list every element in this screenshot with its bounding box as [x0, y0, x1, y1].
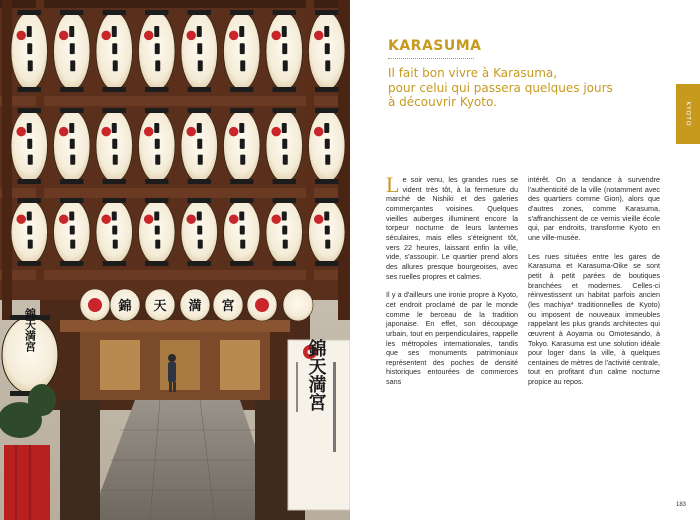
visitor-figure: [168, 354, 176, 392]
paper-lantern: [96, 10, 133, 92]
body-paragraph-3: Les rues situées entre les gares de Karasuma et Karasuma-Oike se sont petit à petit parées de boutiques branchées et modernes. Celles-ci réinvestissent un habitat parfois ancien (les machiya* traditionnelles de Kyoto) ou imposent de nouveaux immeubles rappelant les plus grands architectes qui œuvrent à Aoyama ou Omotesando, à Tokyo. Karasuma est une solution idéale pour loger dans la ville, à quelques centaines de mètres de l'activité centrale, tout en profitant d'un calme nocturne propice au repos.: [528, 251, 660, 387]
section-title: KARASUMA: [388, 38, 482, 54]
paper-lantern: [181, 10, 218, 92]
left-lantern-kanji: 錦天満宮: [23, 308, 37, 352]
shrine-name-banner: [288, 338, 350, 510]
lantern-kanji: 天: [153, 299, 167, 314]
intro-line: pour celui qui passera quelques jours: [388, 80, 613, 95]
body-column-left: [386, 172, 518, 387]
small-paper-lantern: [80, 289, 110, 321]
lantern-kanji: 満: [188, 299, 202, 314]
dropcap: L: [386, 172, 400, 197]
body-column-right: [528, 175, 660, 387]
intro-lede: [388, 66, 638, 110]
text-page: [350, 0, 700, 520]
banner-kanji: 錦天満宮: [305, 339, 327, 411]
chapter-side-tab: [676, 84, 700, 144]
paper-lantern: [308, 10, 345, 92]
paper-lantern: [266, 10, 303, 92]
page-number: 183: [675, 502, 686, 508]
lantern-kanji: 宮: [221, 299, 235, 314]
paragraph-1-text: e soir venu, les grandes rues se vident très tôt, à la fermeture du marché de Nishiki et des galeries commerçantes voisines. Quelques vieilles auberges illuminent encore la torpeur nocturne de leurs lanternes séculaires, mais elles s'éteignent tôt, vers 22 heures, laissant enfin la ville, vide, s'assoupir. Le quartier prend alors des allures presque bourgeoises, avec ses ruelles propres et calmes.: [386, 175, 518, 281]
red-stand: [4, 445, 50, 520]
body-paragraph-2-part-1: Il y a d'ailleurs une ironie propre à Kyoto, cet endroit proclamé de par le monde comme le berceau de la tradition japonaise. En effet, son découpage urbain, tout en perpendiculaires, rappelle les métropoles internationales, tandis que ses monuments patrimoniaux représentent des poches de densité historiques entourées de commerces sans: [386, 290, 518, 387]
title-dotted-rule: [388, 58, 474, 59]
paper-lantern: [53, 10, 90, 92]
body-paragraph-2-part-2: intérêt. On a tendance à survendre l'authenticité de la ville (notamment avec des quartiers comme Gion), alors que d'autres zones, comme Karasuma, s'affranchissent de ce vernis vieille école qui, par endroits, transforme Kyoto en une ville-musée.: [528, 175, 660, 242]
paper-lantern: [223, 10, 260, 92]
lantern-kanji: 錦: [118, 299, 132, 314]
body-paragraph-1: [386, 172, 518, 281]
intro-line: à découvrir Kyoto.: [388, 95, 497, 109]
chapter-side-tab-label: KYOTO: [684, 101, 692, 127]
paper-lantern: [138, 10, 175, 92]
paper-lantern: [11, 10, 48, 92]
small-paper-lantern: [283, 289, 313, 321]
intro-line: Il fait bon vivre à Karasuma,: [388, 66, 558, 80]
small-paper-lantern: [247, 289, 277, 321]
